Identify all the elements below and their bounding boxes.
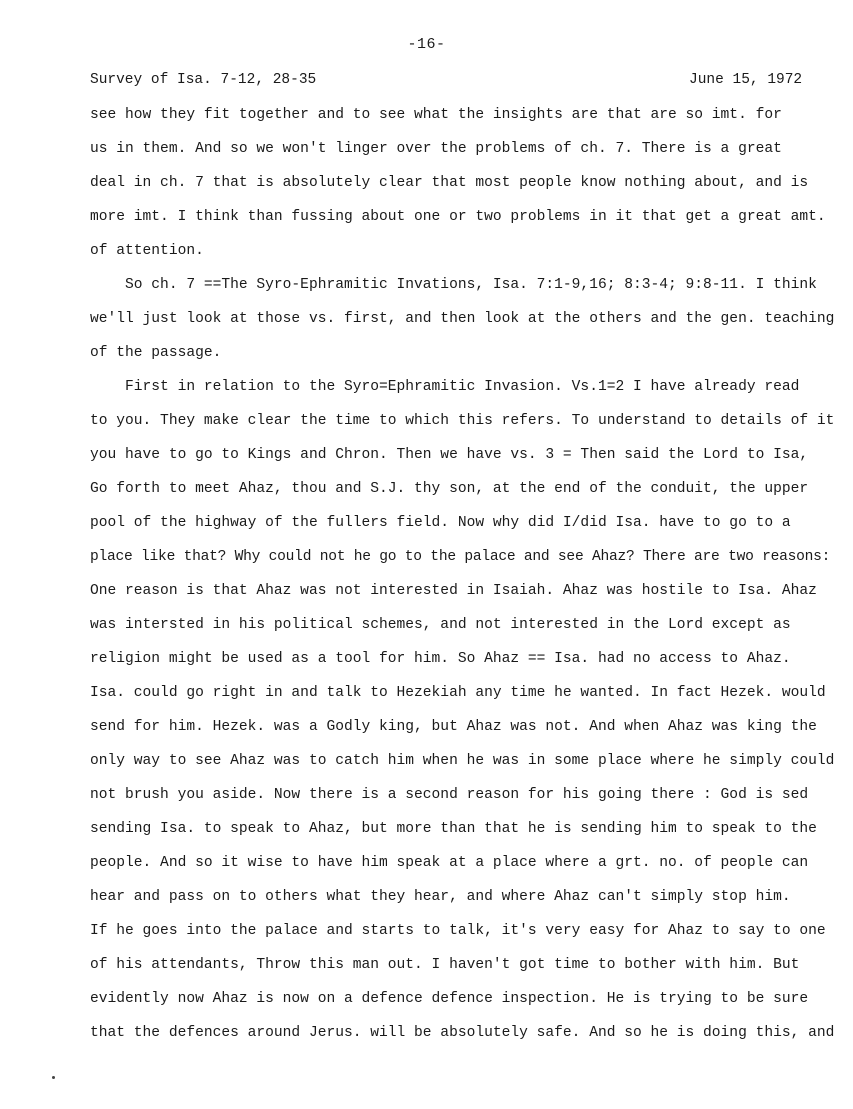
text-line: pool of the highway of the fullers field. Now why did I/did Isa. have to go to a bbox=[90, 515, 791, 531]
text-line: us in them. And so we won't linger over the problems of ch. 7. There is a great bbox=[90, 141, 782, 157]
text-line: see how they fit together and to see what the insights are that are so imt. for bbox=[90, 107, 782, 123]
text-line: to you. They make clear the time to which this refers. To understand to details of it bbox=[90, 413, 835, 429]
text-line: hear and pass on to others what they hear, and where Ahaz can't simply stop him. bbox=[90, 889, 791, 905]
text-line: of attention. bbox=[90, 243, 204, 259]
text-line: was intersted in his political schemes, and not interested in the Lord except as bbox=[90, 617, 791, 633]
text-line: So ch. 7 ==The Syro-Ephramitic Invations, Isa. 7:1-9,16; 8:3-4; 9:8-11. I think bbox=[90, 277, 817, 293]
document-date: June 15, 1972 bbox=[689, 72, 803, 88]
body-text bbox=[90, 105, 835, 1057]
text-line: that the defences around Jerus. will be absolutely safe. And so he is doing this, and bbox=[90, 1025, 835, 1041]
text-line: sending Isa. to speak to Ahaz, but more than that he is sending him to speak to the bbox=[90, 821, 817, 837]
page-number: -16- bbox=[407, 36, 446, 53]
text-line: Go forth to meet Ahaz, thou and S.J. thy son, at the end of the conduit, the upper bbox=[90, 481, 809, 497]
text-line: only way to see Ahaz was to catch him when he was in some place where he simply could bbox=[90, 753, 835, 769]
text-line: people. And so it wise to have him speak at a place where a grt. no. of people can bbox=[90, 855, 809, 871]
text-line: First in relation to the Syro=Ephramitic Invasion. Vs.1=2 I have already read bbox=[90, 379, 800, 395]
text-line: of his attendants, Throw this man out. I haven't got time to bother with him. But bbox=[90, 957, 800, 973]
text-line: One reason is that Ahaz was not interested in Isaiah. Ahaz was hostile to Isa. Ahaz bbox=[90, 583, 817, 599]
text-line: not brush you aside. Now there is a second reason for his going there : God is sed bbox=[90, 787, 809, 803]
text-line: Isa. could go right in and talk to Hezekiah any time he wanted. In fact Hezek. would bbox=[90, 685, 826, 701]
stray-ink-dot bbox=[52, 1076, 55, 1079]
text-line: If he goes into the palace and starts to talk, it's very easy for Ahaz to say to one bbox=[90, 923, 826, 939]
text-line: of the passage. bbox=[90, 345, 222, 361]
text-line: we'll just look at those vs. first, and then look at the others and the gen. teaching bbox=[90, 311, 835, 327]
text-line: place like that? Why could not he go to the palace and see Ahaz? There are two reasons: bbox=[90, 549, 831, 565]
document-title: Survey of Isa. 7-12, 28-35 bbox=[90, 72, 317, 88]
text-line: more imt. I think than fussing about one or two problems in it that get a great amt. bbox=[90, 209, 826, 225]
text-line: send for him. Hezek. was a Godly king, but Ahaz was not. And when Ahaz was king the bbox=[90, 719, 817, 735]
text-line: religion might be used as a tool for him. So Ahaz == Isa. had no access to Ahaz. bbox=[90, 651, 791, 667]
text-line: deal in ch. 7 that is absolutely clear that most people know nothing about, and is bbox=[90, 175, 809, 191]
text-line: you have to go to Kings and Chron. Then we have vs. 3 = Then said the Lord to Isa, bbox=[90, 447, 809, 463]
text-line: evidently now Ahaz is now on a defence defence inspection. He is trying to be sure bbox=[90, 991, 809, 1007]
